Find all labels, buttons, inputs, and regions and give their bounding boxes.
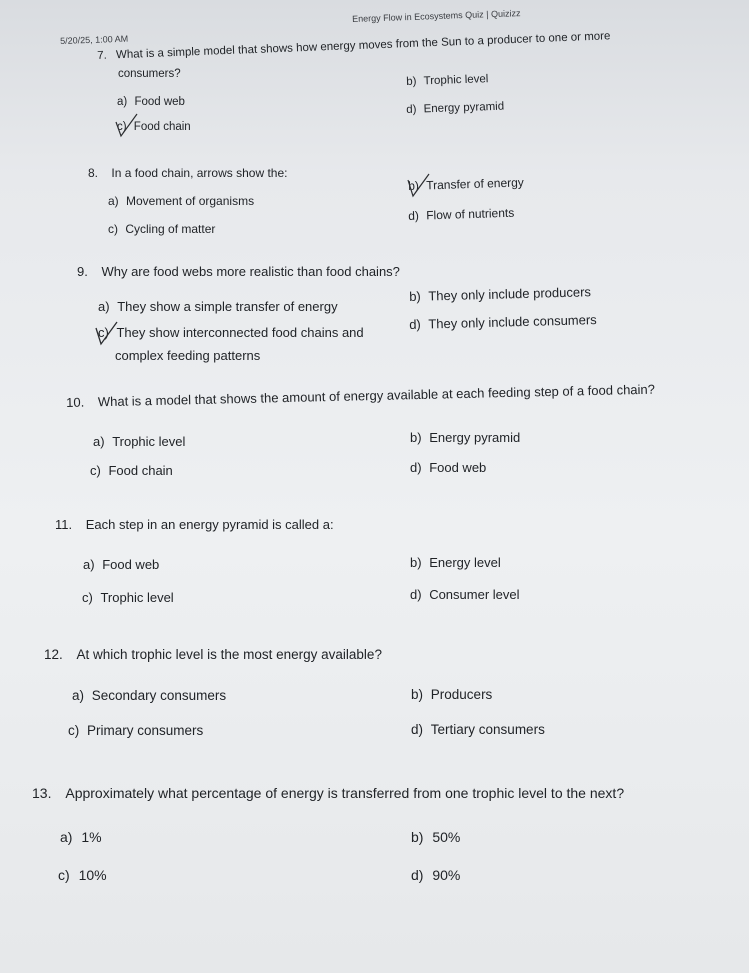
option-10d[interactable]: [410, 460, 486, 475]
option-8b[interactable]: [408, 175, 524, 193]
option-text: Food web: [102, 557, 160, 572]
option-11d[interactable]: [410, 587, 520, 602]
option-text: Tertiary consumers: [430, 722, 545, 737]
option-13b[interactable]: [411, 829, 460, 845]
option-11b[interactable]: [410, 555, 501, 570]
question-text: At which trophic level is the most energy available?: [76, 647, 382, 662]
option-11c[interactable]: [82, 590, 174, 605]
option-letter: c): [90, 463, 101, 478]
question-number: 10.: [66, 394, 85, 410]
question-7-prompt: [97, 30, 611, 62]
option-12a[interactable]: [72, 688, 226, 703]
option-text: Transfer of energy: [426, 175, 525, 193]
option-12d[interactable]: [411, 722, 545, 737]
option-letter: a): [60, 829, 73, 845]
option-letter: c): [68, 723, 80, 738]
option-text: 50%: [432, 829, 461, 845]
option-text: Trophic level: [423, 73, 489, 88]
question-text: Each step in an energy pyramid is called a:: [85, 517, 334, 532]
option-10b[interactable]: [410, 430, 520, 445]
option-9b[interactable]: [409, 284, 591, 304]
question-number: 12.: [44, 647, 63, 662]
question-9-prompt: [77, 264, 400, 279]
question-7-prompt-line2: consumers?: [118, 68, 181, 80]
option-text: Food chain: [108, 463, 173, 478]
option-text: Trophic level: [100, 590, 174, 605]
option-letter: b): [408, 178, 420, 193]
option-13c[interactable]: [58, 867, 107, 883]
option-8d[interactable]: [408, 206, 514, 223]
question-8: [0, 160, 749, 240]
option-letter: d): [410, 460, 422, 475]
option-text: Consumer level: [429, 587, 520, 602]
option-text: They only include producers: [428, 284, 592, 304]
option-9d[interactable]: [409, 312, 597, 332]
option-text: They show interconnected food chains and: [116, 325, 364, 340]
question-8-prompt: [88, 166, 287, 180]
question-13-prompt: [32, 785, 624, 801]
option-10a[interactable]: [93, 434, 185, 449]
option-text: 10%: [78, 867, 107, 883]
option-text: Energy level: [429, 555, 501, 570]
question-text: What is a simple model that shows how energy moves from the Sun to a producer to one or more: [115, 30, 611, 62]
option-text: 1%: [81, 829, 102, 845]
option-7d[interactable]: [406, 101, 504, 116]
option-9a[interactable]: [98, 299, 338, 314]
option-letter: c): [98, 325, 109, 340]
option-letter: c): [108, 222, 118, 236]
option-10c[interactable]: [90, 463, 173, 478]
option-13d[interactable]: [411, 867, 460, 883]
option-letter: c): [58, 867, 70, 883]
question-13: [0, 778, 749, 898]
option-letter: d): [411, 722, 424, 737]
option-letter: d): [409, 316, 421, 332]
option-9c-line2: complex feeding patterns: [115, 348, 261, 363]
option-text: 90%: [432, 867, 461, 883]
option-letter: d): [410, 587, 422, 602]
option-9c[interactable]: [98, 325, 364, 340]
option-letter: c): [82, 590, 93, 605]
option-letter: a): [93, 434, 105, 449]
question-10: [0, 382, 749, 492]
option-letter: b): [411, 829, 424, 845]
option-letter: c): [117, 121, 127, 133]
option-letter: d): [411, 867, 424, 883]
option-letter: b): [406, 75, 417, 88]
option-text: Primary consumers: [87, 723, 204, 738]
option-letter: b): [410, 555, 422, 570]
option-text: Food web: [134, 96, 185, 108]
option-text: Energy pyramid: [429, 430, 521, 445]
option-text: Energy pyramid: [423, 100, 505, 116]
question-9: [0, 258, 749, 368]
option-text: Flow of nutrients: [426, 205, 515, 223]
question-text: What is a model that shows the amount of energy available at each feeding step of a food chain?: [97, 381, 656, 410]
option-letter: d): [408, 208, 420, 223]
option-11a[interactable]: [83, 557, 159, 572]
question-11-prompt: [55, 517, 334, 532]
option-letter: a): [72, 688, 85, 703]
option-12b[interactable]: [411, 687, 492, 702]
question-10-prompt: [66, 382, 655, 410]
option-letter: a): [108, 194, 119, 208]
option-7c[interactable]: [117, 121, 191, 133]
question-text: Why are food webs more realistic than food chains?: [101, 264, 400, 279]
option-letter: d): [406, 103, 417, 116]
question-number: 13.: [32, 785, 52, 801]
option-letter: a): [83, 557, 95, 572]
question-number: 9.: [77, 264, 88, 279]
option-letter: a): [98, 299, 110, 314]
option-8c[interactable]: [108, 222, 215, 236]
option-text: Movement of organisms: [126, 194, 255, 208]
option-text: Producers: [430, 687, 493, 702]
page-header-title: Energy Flow in Ecosystems Quiz | Quizizz: [352, 8, 521, 24]
option-7a[interactable]: [117, 96, 185, 108]
option-text: Cycling of matter: [125, 222, 216, 236]
option-letter: b): [410, 430, 422, 445]
question-text: Approximately what percentage of energy is transferred from one trophic level to the next?: [65, 785, 625, 801]
question-number: 7.: [97, 49, 108, 62]
question-number: 8.: [88, 166, 99, 180]
option-text: Food chain: [133, 121, 191, 133]
question-text: In a food chain, arrows show the:: [111, 166, 288, 180]
option-13a[interactable]: [60, 829, 102, 845]
option-text: Food web: [429, 460, 487, 475]
option-letter: a): [117, 96, 128, 108]
option-8a[interactable]: [108, 194, 254, 208]
question-7: [0, 0, 749, 160]
option-text: They only include consumers: [428, 312, 597, 332]
question-12-prompt: [44, 647, 382, 662]
question-11: [0, 510, 749, 610]
option-letter: b): [411, 687, 424, 702]
page-header-date: 5/20/25, 1:00 AM: [60, 33, 129, 46]
option-12c[interactable]: [68, 723, 203, 738]
option-letter: b): [409, 288, 421, 304]
option-text: Secondary consumers: [91, 688, 227, 703]
option-7b[interactable]: [406, 73, 489, 88]
option-text: They show a simple transfer of energy: [117, 299, 338, 314]
question-number: 11.: [55, 517, 73, 532]
option-text: Trophic level: [112, 434, 186, 449]
question-12: [0, 640, 749, 750]
